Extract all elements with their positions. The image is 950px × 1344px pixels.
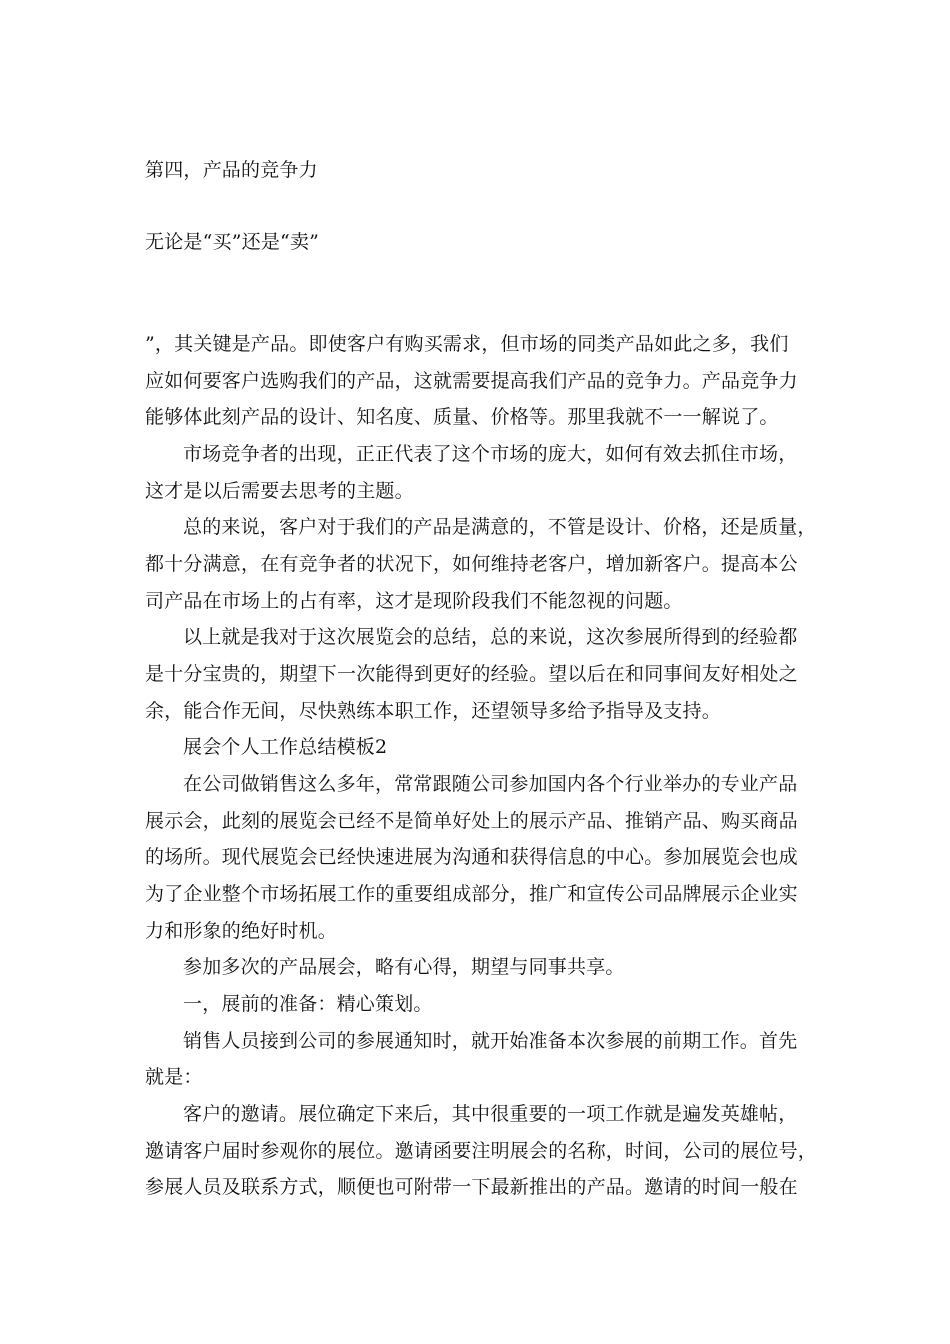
paragraph-start: 以上就是我对于这次展览会的总结，总的来说，这次参展所得到的经验都 [183, 626, 798, 648]
paragraph-start: 在公司做销售这么多年，常常跟随公司参加国内各个行业举办的专业产品 [183, 773, 798, 795]
paragraph-start: 参加多次的产品展会，略有心得，期望与同事共享。 [183, 956, 625, 978]
text-line: 力和形象的绝好时机。 [145, 920, 338, 942]
text-line: 展示会，此刻的展览会已经不是简单好处上的展示产品、推销产品、购买商品 [145, 810, 798, 832]
section-heading: 第四，产品的竞争力 [145, 159, 318, 181]
text-line: ”，其关键是产品。即使客户有购买需求，但市场的同类产品如此之多，我们 [145, 333, 789, 355]
text-line: 这才是以后需要去思考的主题。 [145, 480, 414, 502]
text-line: 司产品在市场上的占有率，这才是现阶段我们不能忽视的问题。 [145, 590, 683, 612]
text-line: 都十分满意，在有竞争者的状况下，如何维持老客户，增加新客户。提高本公 [145, 553, 798, 575]
text-line: 是十分宝贵的，期望下一次能得到更好的经验。望以后在和同事间友好相处之 [145, 663, 798, 685]
text-line: 为了企业整个市场拓展工作的重要组成部分，推广和宣传公司品牌展示企业实 [145, 883, 798, 905]
paragraph-start: 客户的邀请。展位确定下来后，其中很重要的一项工作就是遍发英雄帖， [183, 1103, 798, 1125]
text-line: 能够体此刻产品的设计、知名度、质量、价格等。那里我就不一一解说了。 [145, 406, 779, 428]
text-line: 余，能合作无间，尽快熟练本职工作，还望领导多给予指导及支持。 [145, 700, 722, 722]
paragraph-start: 总的来说，客户对于我们的产品是满意的，不管是设计、价格，还是质量， [183, 516, 817, 538]
text-line: 邀请客户届时参观你的展位。邀请函要注明展会的名称，时间，公司的展位号， [145, 1140, 818, 1162]
text-line: 的场所。现代展览会已经快速进展为沟通和获得信息的中心。参加展览会也成 [145, 846, 798, 868]
section-subheading: 无论是“买”还是“卖” [145, 231, 320, 253]
paragraph-start: 销售人员接到公司的参展通知时，就开始准备本次参展的前期工作。首先 [183, 1030, 798, 1052]
paragraph-start: 一，展前的准备：精心策划。 [183, 993, 433, 1015]
text-line: 就是： [145, 1066, 203, 1088]
text-line: 参展人员及联系方式，顺便也可附带一下最新推出的产品。邀请的时间一般在 [145, 1176, 798, 1198]
text-line: 应如何要客户选购我们的产品，这就需要提高我们产品的竞争力。产品竞争力 [145, 370, 798, 392]
paragraph-start: 市场竞争者的出现，正正代表了这个市场的庞大，如何有效去抓住市场， [183, 443, 798, 465]
template-title: 展会个人工作总结模板2 [183, 736, 388, 758]
